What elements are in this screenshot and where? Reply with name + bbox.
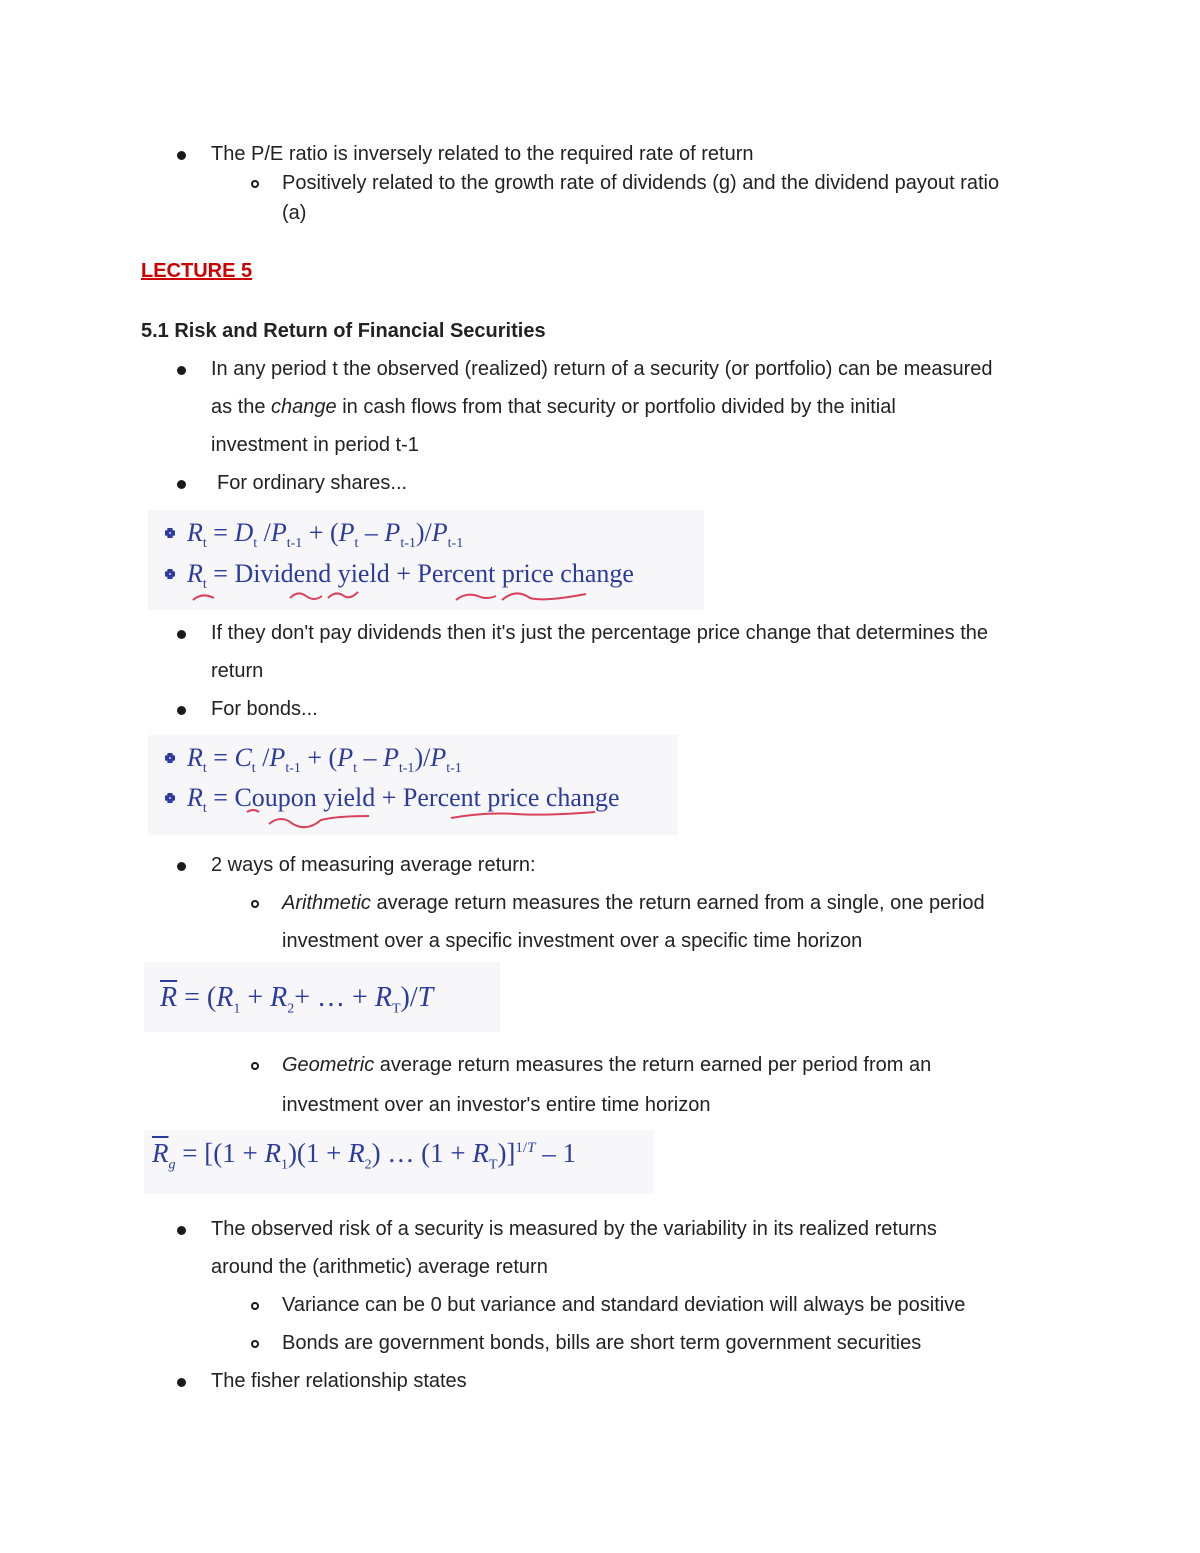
sub-bullet-arithmetic-line2: investment over a specific investment over a specific time horizon xyxy=(282,930,863,952)
arithmetic-em: Arithmetic xyxy=(282,892,371,914)
sub-bullet-circle xyxy=(251,900,259,908)
diamond-bullet-icon xyxy=(165,569,175,579)
bullet-ordinary-shares: For ordinary shares... xyxy=(217,472,408,494)
arithmetic-line1-post: average return measures the return earned from a single, one period xyxy=(370,892,985,914)
sub-bullet-circle xyxy=(251,1062,259,1070)
bullet-no-dividends-line2: return xyxy=(211,660,264,682)
sub-bullet-circle xyxy=(251,180,259,188)
handwritten-underline-bonds xyxy=(245,808,665,836)
bullet-dot xyxy=(177,151,186,160)
bullet-fisher: The fisher relationship states xyxy=(211,1370,467,1392)
sub-bullet-growth-line2: (a) xyxy=(282,202,307,224)
section-heading: 5.1 Risk and Return of Financial Securities xyxy=(141,320,546,342)
sub-bullet-geometric-line2: investment over an investor's entire time horizon xyxy=(282,1094,711,1116)
handwritten-underline-shares xyxy=(190,588,590,608)
bullet-dot xyxy=(177,862,186,871)
formula-bonds-line2: $R_t$ = Coupon yield + Percent price change xyxy=(165,783,619,817)
formula-shares-line2: $R_t$ = Dividend yield + Percent price change xyxy=(165,559,634,593)
geometric-em: Geometric xyxy=(282,1054,375,1076)
period-line2-post: in cash flows from that security or portfolio divided by the initial xyxy=(336,396,896,418)
bullet-two-ways: 2 ways of measuring average return: xyxy=(211,854,536,876)
bullet-dot xyxy=(177,630,186,639)
diamond-bullet-icon xyxy=(165,793,175,803)
geometric-line1-post: average return measures the return earned per period from an xyxy=(374,1054,932,1076)
bullet-bonds: For bonds... xyxy=(211,698,318,720)
sub-bullet-arithmetic-line1 xyxy=(282,892,985,915)
bullet-dot xyxy=(177,366,186,375)
formula-shares-line1: $R_t = D_t$ $/P_{t-1} + (P_t - P_{t-1})/P_{t-1}$ xyxy=(165,518,463,552)
bullet-dot xyxy=(177,1378,186,1387)
bullet-period-line2 xyxy=(211,396,896,419)
formula-geometric: $\overline{R}_g = [(1 + R_1)(1 + R_2)$ … $(1 + R_T)]^{1/T} - 1$ xyxy=(152,1138,576,1173)
sub-bullet-growth-line1: Positively related to the growth rate of dividends (g) and the dividend payout ratio xyxy=(282,172,1000,194)
period-line2-em: change xyxy=(271,396,337,418)
formula-arithmetic: $\overline{R} = (R_1 + R_2+$ … + $R_T)/T$ xyxy=(160,982,434,1017)
sub-bullet-variance: Variance can be 0 but variance and standard deviation will always be positive xyxy=(282,1294,966,1316)
formula-rt-symbol: R xyxy=(187,559,203,588)
diamond-bullet-icon xyxy=(165,753,175,763)
lecture-heading: LECTURE 5 xyxy=(141,260,253,282)
bullet-risk-line1: The observed risk of a security is measured by the variability in its realized returns xyxy=(211,1218,937,1240)
bullet-dot xyxy=(177,1226,186,1235)
formula-shares-eq2-text: = Dividend yield + Percent price change xyxy=(213,559,634,588)
bullet-no-dividends-line1: If they don't pay dividends then it's just the percentage price change that determines the xyxy=(211,622,989,644)
bullet-period-line1: In any period t the observed (realized) return of a security (or portfolio) can be measured xyxy=(211,358,993,380)
sub-bullet-circle xyxy=(251,1340,259,1348)
sub-bullet-bonds-bills: Bonds are government bonds, bills are short term government securities xyxy=(282,1332,922,1354)
bullet-pe-ratio: The P/E ratio is inversely related to the required rate of return xyxy=(211,143,754,165)
diamond-bullet-icon xyxy=(165,528,175,538)
formula-bonds-eq2-text: = Coupon yield + Percent price change xyxy=(213,783,620,812)
formula-bonds-line1: $R_t = C_t$ $/P_{t-1} + (P_t - P_{t-1})/P_{t-1}$ xyxy=(165,743,462,777)
bullet-dot xyxy=(177,706,186,715)
sub-bullet-geometric-line1 xyxy=(282,1054,931,1077)
bullet-period-line3: investment in period t-1 xyxy=(211,434,419,456)
period-line2-pre: as the xyxy=(211,396,272,418)
bullet-dot xyxy=(177,480,186,489)
bullet-risk-line2: around the (arithmetic) average return xyxy=(211,1256,548,1278)
sub-bullet-circle xyxy=(251,1302,259,1310)
